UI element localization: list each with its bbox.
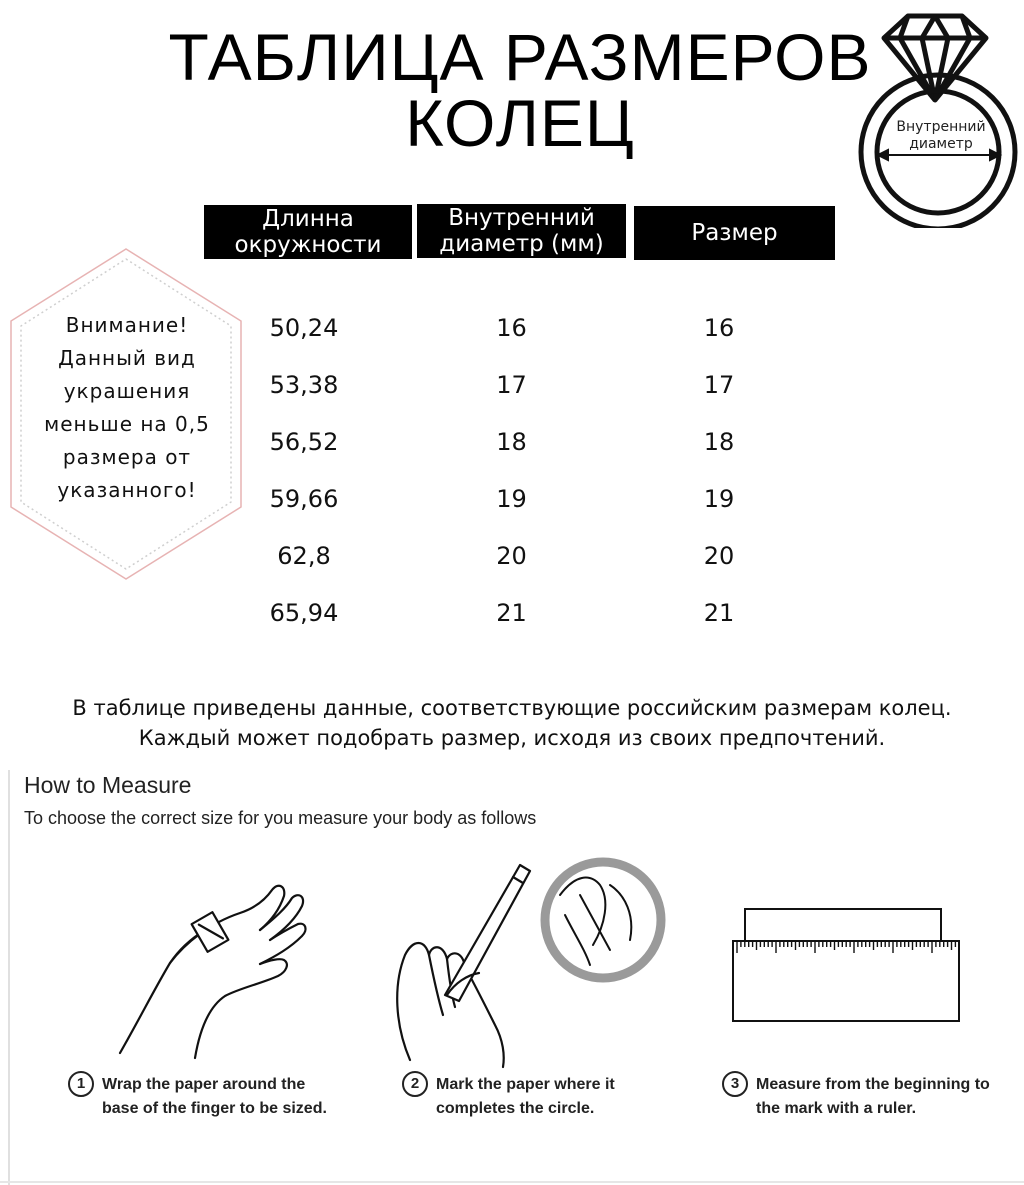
warning-line: указанного! bbox=[57, 478, 197, 502]
title-line-1: ТАБЛИЦА РАЗМЕРОВ bbox=[168, 20, 872, 94]
step-1 bbox=[68, 1073, 358, 1121]
cell-circumference: 50,24 bbox=[269, 314, 339, 342]
hand-mark-illustration-icon bbox=[385, 855, 670, 1070]
hand-wrap-illustration-icon bbox=[100, 868, 310, 1068]
warning-line: размера от bbox=[62, 445, 192, 469]
step-3 bbox=[722, 1073, 1017, 1121]
warning-line: украшения bbox=[63, 379, 191, 403]
cell-size: 18 bbox=[703, 428, 735, 456]
header-diameter-line1: Внутренний bbox=[448, 205, 595, 231]
note-line-2: Каждый может подобрать размер, исходя из своих предпочтений. bbox=[138, 726, 886, 750]
table-row bbox=[204, 357, 835, 414]
cell-circumference: 62,8 bbox=[277, 542, 331, 570]
cell-diameter: 19 bbox=[496, 485, 527, 513]
header-size-label: Размер bbox=[691, 220, 778, 246]
how-to-subtitle: To choose the correct size for you measure your body as follows bbox=[24, 808, 537, 828]
step-text: Mark the paper where it completes the circle. bbox=[436, 1076, 615, 1117]
warning-line: Внимание! bbox=[65, 313, 189, 337]
cell-diameter: 17 bbox=[496, 371, 527, 399]
step-number-badge: 2 bbox=[402, 1071, 428, 1097]
cell-size: 17 bbox=[703, 371, 735, 399]
step-text: Measure from the beginning to the mark with a ruler. bbox=[756, 1076, 990, 1117]
bottom-divider bbox=[0, 1181, 1024, 1183]
cell-diameter: 16 bbox=[496, 314, 527, 342]
table-row bbox=[204, 414, 835, 471]
warning-line: меньше на 0,5 bbox=[44, 412, 210, 436]
header-diameter-line2: диаметр (мм) bbox=[439, 231, 604, 257]
cell-diameter: 20 bbox=[496, 542, 527, 570]
cell-circumference: 59,66 bbox=[269, 485, 339, 513]
ring-diagram-label bbox=[880, 119, 1002, 153]
table-row bbox=[204, 471, 835, 528]
page-title bbox=[150, 20, 890, 160]
cell-circumference: 65,94 bbox=[269, 599, 339, 627]
header-circumference-line2: окружности bbox=[234, 232, 382, 258]
cell-size: 16 bbox=[703, 314, 735, 342]
warning-text bbox=[36, 309, 218, 507]
step-number-badge: 3 bbox=[722, 1071, 748, 1097]
table-note bbox=[20, 693, 1004, 753]
table-row bbox=[204, 300, 835, 357]
header-size bbox=[634, 206, 835, 260]
cell-size: 19 bbox=[703, 485, 735, 513]
cell-diameter: 18 bbox=[496, 428, 527, 456]
table-row bbox=[204, 528, 835, 585]
cell-circumference: 56,52 bbox=[269, 428, 339, 456]
cell-diameter: 21 bbox=[496, 599, 527, 627]
ring-diagram-icon bbox=[852, 8, 1018, 228]
note-line-1: В таблице приведены данные, соответствующие российским размерам колец. bbox=[72, 696, 952, 720]
section-divider bbox=[8, 770, 10, 1185]
ruler-illustration-icon bbox=[725, 905, 965, 1030]
ring-label-line-2: диаметр bbox=[909, 136, 973, 152]
table-row bbox=[204, 585, 835, 642]
cell-size: 20 bbox=[703, 542, 735, 570]
step-text: Wrap the paper around the base of the finger to be sized. bbox=[102, 1076, 327, 1117]
cell-circumference: 53,38 bbox=[269, 371, 339, 399]
size-table-body bbox=[204, 300, 835, 642]
header-inner-diameter bbox=[417, 204, 626, 258]
ring-label-line-1: Внутренний bbox=[896, 119, 986, 135]
step-number-badge: 1 bbox=[68, 1071, 94, 1097]
warning-line: Данный вид bbox=[58, 346, 196, 370]
title-line-2: КОЛЕЦ bbox=[405, 86, 635, 160]
header-circumference-line1: Длинна bbox=[262, 206, 354, 232]
cell-size: 21 bbox=[703, 599, 735, 627]
step-2 bbox=[402, 1073, 692, 1121]
how-to-title: How to Measure bbox=[24, 772, 192, 798]
